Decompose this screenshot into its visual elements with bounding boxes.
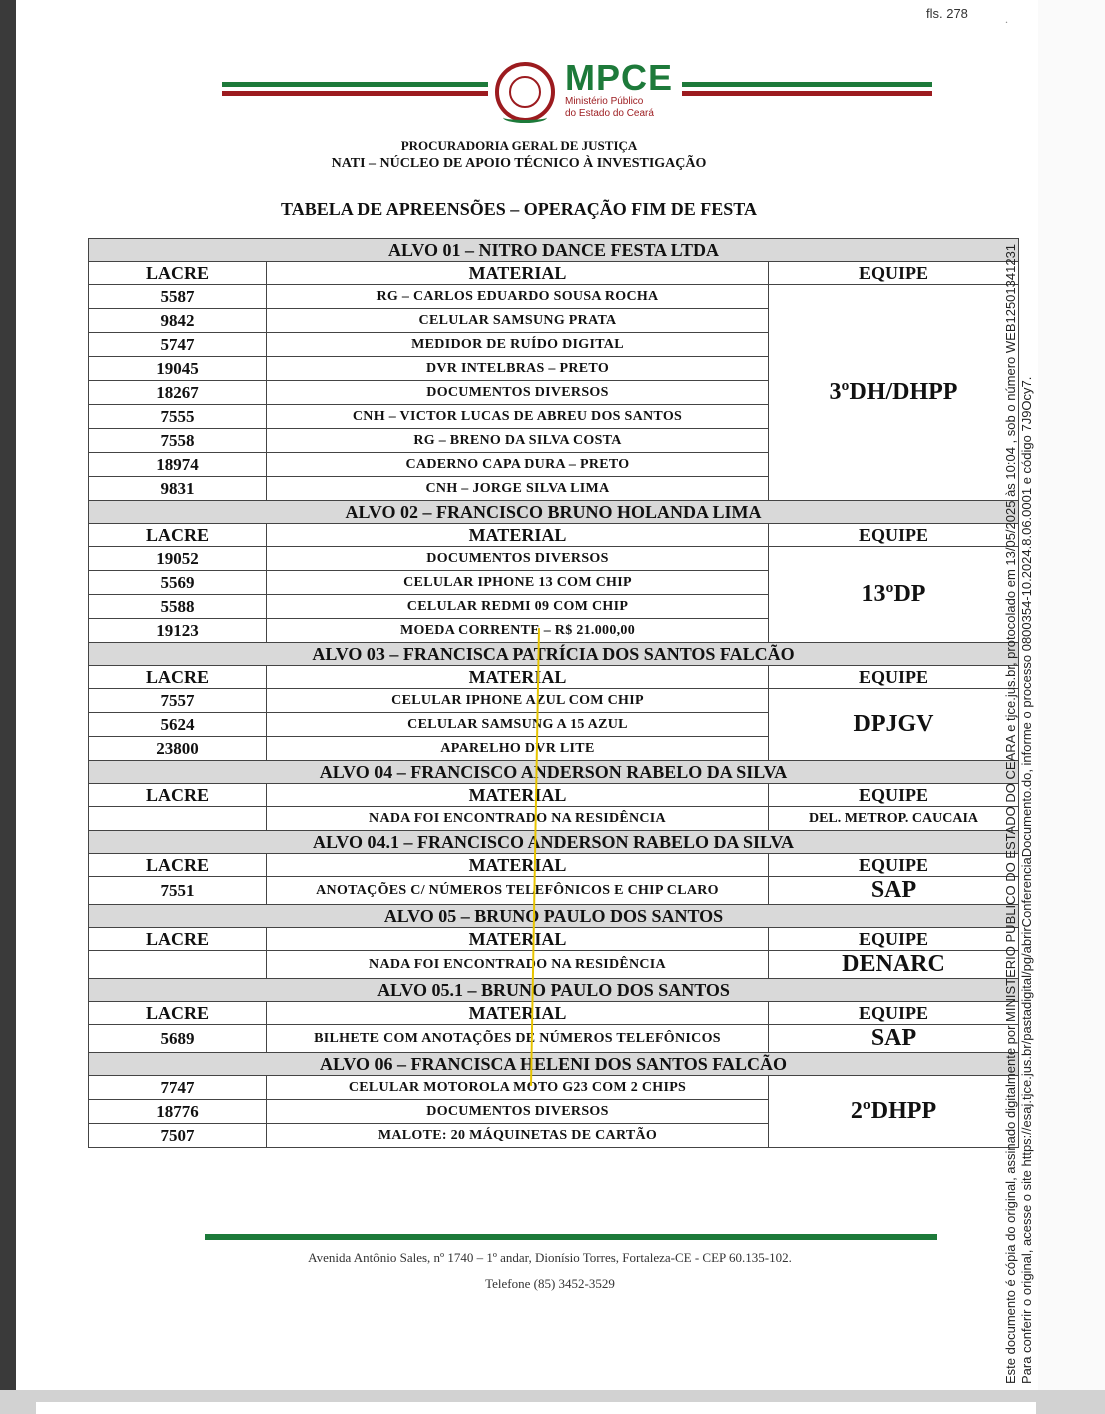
material-cell: NADA FOI ENCONTRADO NA RESIDÊNCIA [267,807,769,831]
column-header-material: MATERIAL [267,784,769,807]
table-row [89,951,1019,979]
material-cell: BILHETE COM ANOTAÇÕES DE NÚMEROS TELEFÔNICOS [267,1025,769,1053]
document-title: TABELA DE APREENSÕES – OPERAÇÃO FIM DE FESTA [281,199,757,219]
alvo-row [89,643,1019,666]
alvo-row [89,1053,1019,1076]
lacre-cell: 5588 [89,595,267,619]
column-header-equipe: EQUIPE [769,524,1019,547]
lacre-cell: 18974 [89,453,267,477]
column-header-lacre: LACRE [89,1002,267,1025]
table-row [89,1076,1019,1100]
equipe-cell: 13ºDP [769,547,1019,643]
material-cell: RG – CARLOS EDUARDO SOUSA ROCHA [267,285,769,309]
equipe-cell: SAP [769,877,1019,905]
equipe-cell: SAP [769,1025,1019,1053]
table-row [89,1025,1019,1053]
column-header-lacre: LACRE [89,928,267,951]
logo-subtitle-2: do Estado do Ceará [565,108,654,119]
lacre-cell: 19123 [89,619,267,643]
page-number: fls. 278 [926,6,968,21]
lacre-cell: 7557 [89,689,267,713]
footer-address: Avenida Antônio Sales, nº 1740 – 1º andar, Dionísio Torres, Fortaleza-CE - CEP 60.135-102. [308,1250,792,1265]
material-cell: RG – BRENO DA SILVA COSTA [267,429,769,453]
lacre-cell: 5689 [89,1025,267,1053]
footer-bar [205,1234,937,1240]
logo-subtitle-1: Ministério Público [565,96,644,107]
material-cell: CADERNO CAPA DURA – PRETO [267,453,769,477]
lacre-cell: 7747 [89,1076,267,1100]
equipe-cell: DEL. METROP. CAUCAIA [769,807,1019,831]
material-cell: MEDIDOR DE RUÍDO DIGITAL [267,333,769,357]
material-cell: CNH – JORGE SILVA LIMA [267,477,769,501]
material-cell: DOCUMENTOS DIVERSOS [267,1100,769,1124]
alvo-row [89,905,1019,928]
material-cell: APARELHO DVR LITE [267,737,769,761]
digital-signature-note [1003,244,1035,1384]
logo-name: MPCE [565,57,674,98]
table-row [89,807,1019,831]
scales-emblem-icon [495,62,555,122]
column-header-lacre: LACRE [89,666,267,689]
equipe-cell: 2ºDHPP [769,1076,1019,1148]
column-header-lacre: LACRE [89,854,267,877]
logo-bar-left [222,82,488,96]
column-header-equipe: EQUIPE [769,262,1019,285]
alvo-row [89,979,1019,1002]
alvo-title: ALVO 02 – FRANCISCO BRUNO HOLANDA LIMA [89,501,1019,524]
column-header-equipe: EQUIPE [769,1002,1019,1025]
column-header-lacre: LACRE [89,784,267,807]
lacre-cell: 9842 [89,309,267,333]
seizure-table [88,238,1019,1148]
lacre-cell: 7551 [89,877,267,905]
material-cell: CELULAR REDMI 09 COM CHIP [267,595,769,619]
material-cell: CNH – VICTOR LUCAS DE ABREU DOS SANTOS [267,405,769,429]
table-row [89,689,1019,713]
equipe-cell: DPJGV [769,689,1019,761]
material-cell: DOCUMENTOS DIVERSOS [267,381,769,405]
lacre-cell: 7558 [89,429,267,453]
alvo-title: ALVO 05.1 – BRUNO PAULO DOS SANTOS [89,979,1019,1002]
alvo-title: ALVO 04 – FRANCISCO ANDERSON RABELO DA SILVA [89,761,1019,784]
material-cell: NADA FOI ENCONTRADO NA RESIDÊNCIA [267,951,769,979]
lacre-cell: 5587 [89,285,267,309]
material-cell: CELULAR SAMSUNG PRATA [267,309,769,333]
logo-bar-right [682,82,932,96]
lacre-cell: 19052 [89,547,267,571]
material-cell: DVR INTELBRAS – PRETO [267,357,769,381]
column-header-row [89,854,1019,877]
lacre-cell [89,951,267,979]
alvo-row [89,501,1019,524]
lacre-cell: 19045 [89,357,267,381]
column-header-equipe: EQUIPE [769,928,1019,951]
column-header-lacre: LACRE [89,262,267,285]
column-header-equipe: EQUIPE [769,854,1019,877]
column-header-row [89,784,1019,807]
material-cell: CELULAR MOTOROLA MOTO G23 COM 2 CHIPS [267,1076,769,1100]
header-line-1: PROCURADORIA GERAL DE JUSTIÇA [400,138,638,153]
footer-phone: Telefone (85) 3452-3529 [485,1276,615,1291]
table-row [89,547,1019,571]
column-header-material: MATERIAL [267,666,769,689]
table-row [89,877,1019,905]
lacre-cell [89,807,267,831]
header-line-2: NATI – NÚCLEO DE APOIO TÉCNICO À INVESTIGAÇÃO [331,156,707,171]
lacre-cell: 5569 [89,571,267,595]
alvo-row [89,239,1019,262]
lacre-cell: 9831 [89,477,267,501]
material-cell: CELULAR IPHONE 13 COM CHIP [267,571,769,595]
mpce-logo [220,57,935,130]
lacre-cell: 5624 [89,713,267,737]
column-header-material: MATERIAL [267,854,769,877]
lacre-cell: 5747 [89,333,267,357]
alvo-title: ALVO 01 – NITRO DANCE FESTA LTDA [89,239,1019,262]
table-row [89,285,1019,309]
column-header-material: MATERIAL [267,1002,769,1025]
page-margin [1038,0,1105,1390]
lacre-cell: 23800 [89,737,267,761]
column-header-material: MATERIAL [267,524,769,547]
equipe-cell: DENARC [769,951,1019,979]
alvo-row [89,831,1019,854]
alvo-title: ALVO 06 – FRANCISCA HELENI DOS SANTOS FALCÃO [89,1053,1019,1076]
column-header-equipe: EQUIPE [769,666,1019,689]
lacre-cell: 7507 [89,1124,267,1148]
material-cell: MALOTE: 20 MÁQUINETAS DE CARTÃO [267,1124,769,1148]
column-header-row [89,666,1019,689]
column-header-row [89,928,1019,951]
lacre-cell: 7555 [89,405,267,429]
alvo-title: ALVO 04.1 – FRANCISCO ANDERSON RABELO DA SILVA [89,831,1019,854]
signature-note-line-1: Este documento é cópia do original, assinado digitalmente por MINISTERIO PUBLICO DO ESTADO DO CEARA e tjce.jus.br, protocolado em 13/05/2025 às 10:04 , sob o número WEB12501341231 [1003,243,1018,1384]
column-header-equipe: EQUIPE [769,784,1019,807]
column-header-material: MATERIAL [267,928,769,951]
column-header-row [89,262,1019,285]
material-cell: ANOTAÇÕES C/ NÚMEROS TELEFÔNICOS E CHIP CLARO [267,877,769,905]
alvo-row [89,761,1019,784]
material-cell: DOCUMENTOS DIVERSOS [267,547,769,571]
material-cell: MOEDA CORRENTE – R$ 21.000,00 [267,619,769,643]
alvo-title: ALVO 05 – BRUNO PAULO DOS SANTOS [89,905,1019,928]
column-header-material: MATERIAL [267,262,769,285]
material-cell: CELULAR IPHONE AZUL COM CHIP [267,689,769,713]
alvo-title: ALVO 03 – FRANCISCA PATRÍCIA DOS SANTOS FALCÃO [89,643,1019,666]
next-page-strip [0,1390,1105,1414]
lacre-cell: 18776 [89,1100,267,1124]
material-cell: CELULAR SAMSUNG A 15 AZUL [267,713,769,737]
signature-note-line-2: Para conferir o original, acesse o site https://esaj.tjce.jus.br/pastadigital/pg/abrirConferenciaDocumento.do, informe o processo 0800354-10.2024.8.06.0001 e código 7J9Ocy7. [1019,376,1034,1384]
equipe-cell: 3ºDH/DHPP [769,285,1019,501]
column-header-lacre: LACRE [89,524,267,547]
column-header-row [89,524,1019,547]
column-header-row [89,1002,1019,1025]
lacre-cell: 18267 [89,381,267,405]
